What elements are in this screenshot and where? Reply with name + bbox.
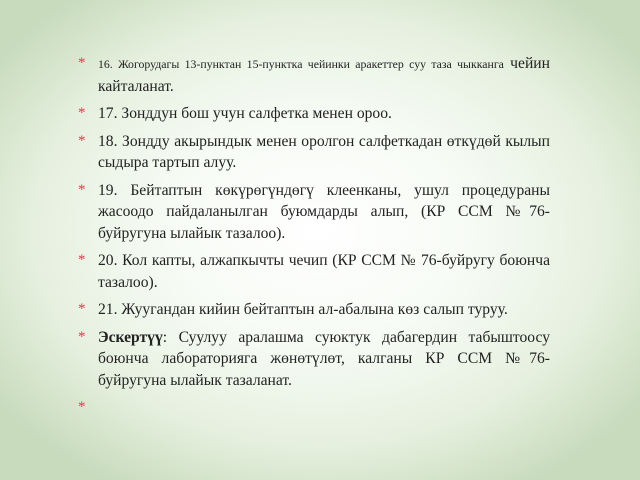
bullet-marker: *	[78, 181, 86, 198]
bullet-marker: *	[78, 252, 86, 268]
item-18-text: 18. Зондду акырындык менен оролгон салфеткадан өткүдөй кылып сыдыра тартып алуу.	[98, 132, 550, 171]
list-item-21	[78, 299, 550, 321]
bullet-marker: *	[78, 105, 86, 121]
bullet-marker: *	[78, 328, 86, 345]
item-17-text: 17. Зонддун бош учун салфетка менен ороо.	[98, 105, 392, 122]
list-item-note	[78, 327, 550, 392]
item-21-text: 21. Жуугандан кийин бейтаптын ал-абалына көз салып туруу.	[98, 301, 508, 318]
note-text: : Суулуу аралашма суюктук дабагердин табыштоосу боюнча лабораторияга жөнөтүлөт, калганы КР ССМ №76-буйругуна ылайык тазаланат.	[98, 328, 550, 389]
bullet-marker: *	[78, 399, 86, 415]
item-16-text-end: чейин кайталанат.	[98, 55, 550, 95]
list-item-17	[78, 103, 550, 125]
bullet-list	[78, 53, 550, 415]
note-label: Эскертүү	[98, 328, 163, 346]
item-20-text: 20. Кол капты, алжапкычты чечип (КР ССМ № 76-буйругу боюнча тазалоо).	[98, 252, 550, 291]
bullet-marker: *	[78, 55, 86, 71]
list-item-19	[78, 180, 550, 245]
item-16-text-tail: га	[493, 57, 504, 71]
list-item-20	[78, 250, 550, 293]
item-16-text: 16. Жогорудагы 13-пунктан 15-пунктка чейинки аракеттер суу таза чыккан	[98, 57, 494, 71]
bullet-marker: *	[78, 301, 86, 317]
item-19-text: 19. Бейтаптын көкүрөгүндөгү клеенканы, ушул процедураны жасоодо пайдаланылган буюмдарды алып, (КР ССМ №76-буйругуна ылайык тазалоо).	[98, 181, 550, 242]
bullet-marker: *	[78, 132, 86, 149]
list-item-16	[78, 53, 550, 97]
list-item-18	[78, 131, 550, 174]
